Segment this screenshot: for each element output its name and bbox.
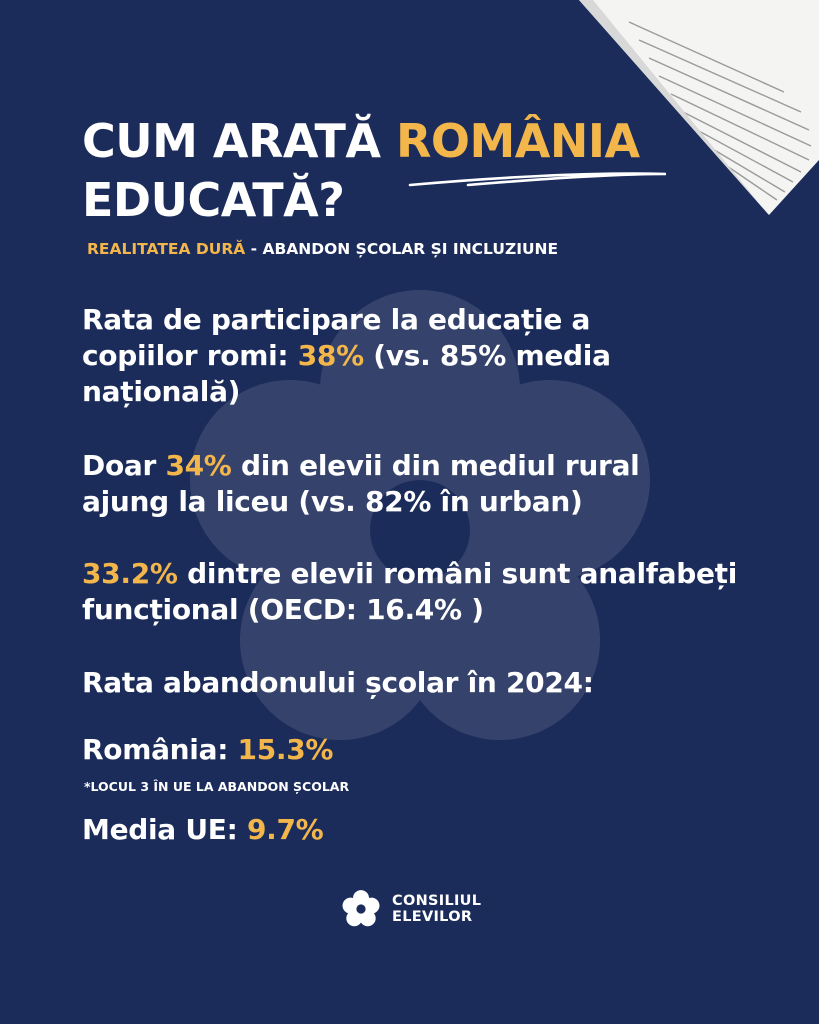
- stat-value: 38%: [297, 339, 364, 372]
- stat-value: 15.3%: [237, 733, 334, 766]
- subtitle-highlight: REALITATEA DURĂ: [87, 240, 246, 258]
- page-title-line-1: [82, 114, 640, 168]
- title-highlight: ROMÂNIA: [395, 114, 640, 168]
- stat-eu-dropout: [82, 812, 323, 848]
- stat-dropout-heading: Rata abandonului școlar în 2024:: [82, 666, 594, 699]
- title-text: CUM ARATĂ: [82, 114, 396, 168]
- stat-value: 9.7%: [246, 813, 324, 846]
- stat-text: dintre elevii români sunt analfabeți funcțional (OECD: 16.4% ): [82, 557, 738, 626]
- flower-logo-icon: [340, 888, 382, 930]
- stat-romania-dropout: [82, 732, 333, 768]
- stat-label: Media UE:: [82, 813, 247, 846]
- brand-name: [392, 893, 481, 925]
- stat-text: Doar: [82, 449, 166, 482]
- brand-logo: [340, 888, 481, 930]
- stat-roma-participation: [82, 302, 702, 410]
- stat-value: 34%: [165, 449, 232, 482]
- page-title-line-2: EDUCATĂ?: [82, 173, 345, 227]
- stat-text: (vs. 85% media națională): [82, 339, 611, 408]
- stat-text: din elevii din mediul rural ajung la liceu (vs. 82% în urban): [82, 449, 640, 518]
- underline-swoosh-icon: [408, 168, 670, 190]
- stat-romania-note: *LOCUL 3 ÎN UE LA ABANDON ȘCOLAR: [84, 779, 350, 794]
- stat-rural-highschool: [82, 448, 722, 520]
- stat-value: 33.2%: [82, 557, 178, 590]
- subtitle: [87, 240, 558, 258]
- subtitle-text: - ABANDON ȘCOLAR ȘI INCLUZIUNE: [245, 240, 559, 258]
- stat-text: Rata de participare la educație a copiilor romi:: [82, 303, 591, 372]
- stat-label: România:: [82, 733, 238, 766]
- brand-name-line-2: ELEVILOR: [392, 909, 473, 925]
- brand-name-line-1: CONSILIUL: [392, 893, 482, 909]
- stat-functional-illiteracy: [82, 556, 742, 628]
